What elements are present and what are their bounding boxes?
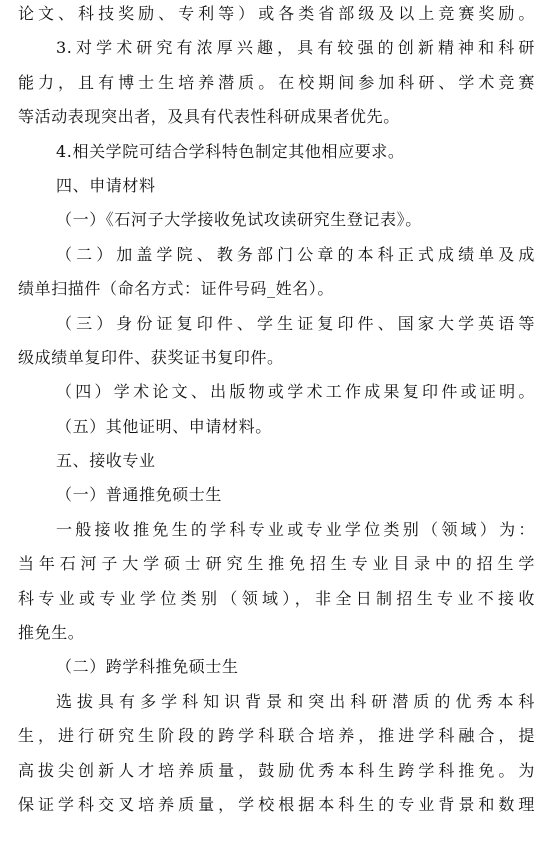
text-line: 高拔尖创新人才培养质量，鼓励优秀本科生跨学科推免。为 (18, 760, 535, 780)
text-line: （五）其他证明、申请材料。 (56, 416, 272, 436)
section-heading: 四、申请材料 (56, 175, 156, 195)
text-line: 绩单扫描件（命名方式：证件号码_姓名）。 (18, 279, 335, 299)
text-line: 当年石河子大学硕士研究生推免招生专业目录中的招生学 (18, 554, 535, 574)
text-line: 生，进行研究生阶段的跨学科联合培养，推进学科融合，提 (18, 726, 535, 746)
text-line: 级成绩单复印件、获奖证书复印件。 (18, 347, 284, 367)
text-line: （一）《石河子大学接收免试攻读研究生登记表》。 (56, 210, 422, 230)
subsection-heading: （二）跨学科推免硕士生 (56, 657, 239, 677)
text-line: 保证学科交叉培养质量，学校根据本科生的专业背景和数理 (18, 794, 535, 814)
text-line: 能力，且有博士生培养潜质。在校期间参加科研、学术竞赛 (18, 72, 535, 92)
text-line: 4.相关学院可结合学科特色制定其他相应要求。 (56, 141, 405, 161)
text-line: 等活动表现突出者，及具有代表性科研成果者优先。 (18, 107, 400, 127)
section-heading: 五、接收专业 (56, 451, 156, 471)
text-line: 科专业或专业学位类别（领域），非全日制招生专业不接收 (18, 588, 535, 608)
text-line: 选拔具有多学科知识背景和突出科研潜质的优秀本科 (56, 691, 535, 711)
subsection-heading: （一）普通推免硕士生 (56, 485, 223, 505)
text-line: （二）加盖学院、教务部门公章的本科正式成绩单及成 (56, 244, 535, 264)
text-line: 3.对学术研究有浓厚兴趣，具有较强的创新精神和科研 (56, 38, 535, 58)
text-line: 一般接收推免生的学科专业或专业学位类别（领域）为： (56, 519, 535, 539)
text-line: 论文、科技奖励、专利等）或各类省部级及以上竞赛奖励。 (18, 4, 535, 23)
text-line: （三）身份证复印件、学生证复印件、国家大学英语等 (56, 313, 535, 333)
text-line: 推免生。 (18, 623, 85, 643)
text-line: （四）学术论文、出版物或学术工作成果复印件或证明。 (56, 382, 535, 402)
